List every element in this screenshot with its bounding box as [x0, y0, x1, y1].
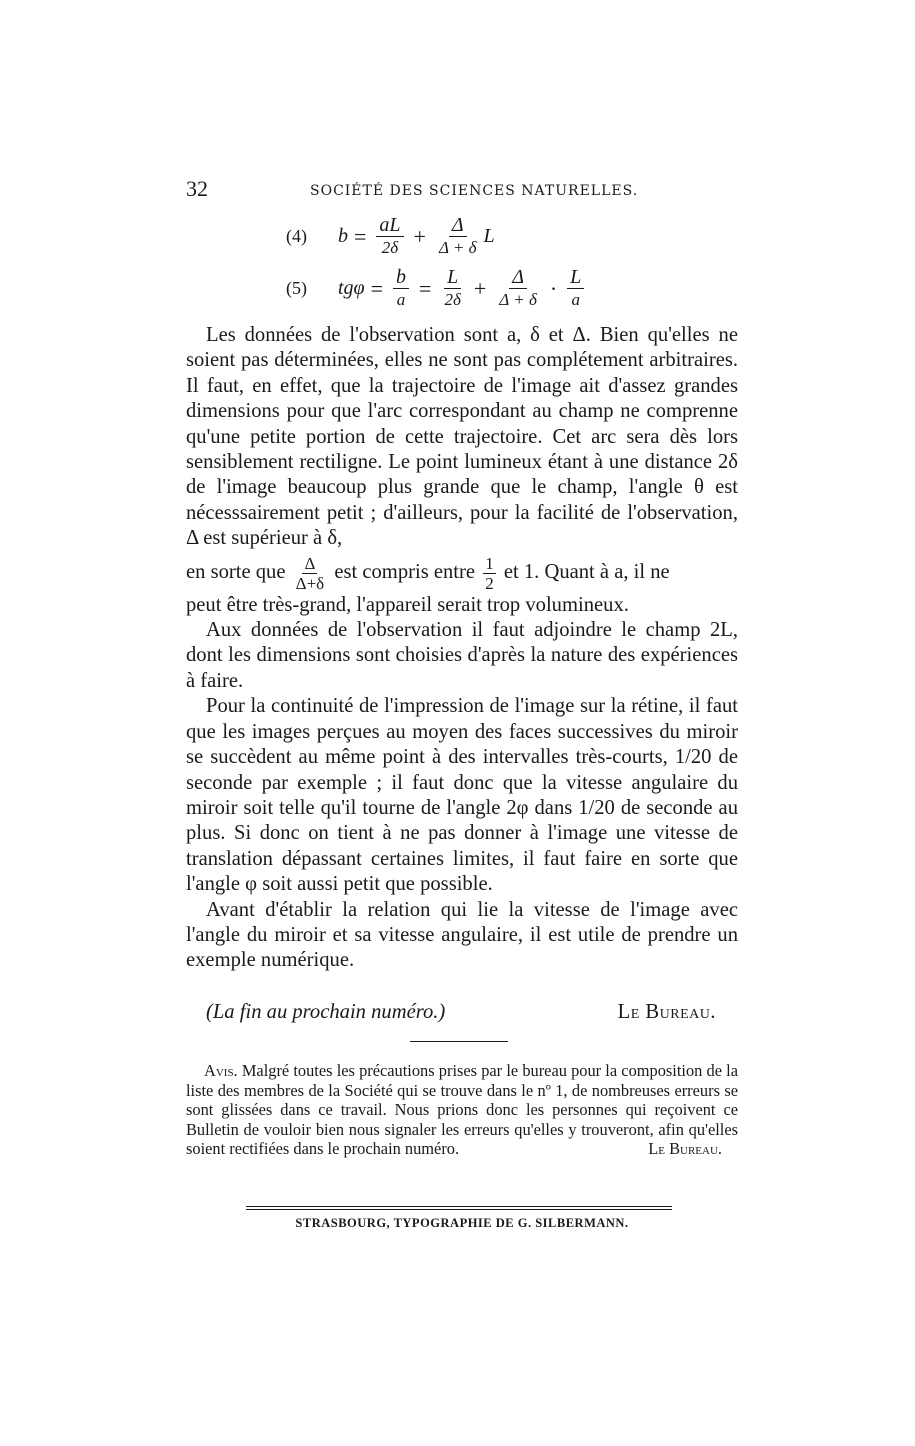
denominator: Δ+δ — [295, 573, 325, 593]
eq-lhs: b — [338, 225, 348, 247]
continuation-note: (La fin au prochain numéro.) — [206, 1001, 446, 1023]
text-run: est compris entre — [334, 560, 476, 583]
text-run: en sorte que — [186, 560, 286, 583]
section-divider — [410, 1041, 508, 1042]
eq-plus: + — [473, 275, 487, 301]
numerator: Δ — [449, 214, 467, 237]
numerator: Δ — [509, 266, 527, 289]
text-run: et 1. Quant à a, il ne — [503, 560, 670, 583]
numerator: Δ — [304, 553, 316, 573]
eq-tail: L — [483, 225, 495, 247]
numerator: L — [567, 266, 584, 289]
numerator: b — [393, 266, 409, 289]
notice-text: Malgré toutes les précautions prises par le bureau pour la composition de la liste des membres de la Société qui se trouve dans le nº 1, de nombreuses erreurs se sont glissées dans ce travail. Nous prions donc les personnes qui reçoivent ce Bulletin de vouloir bien nous signaler les erreurs qu'elles y trouveront, afin qu'elles soient rectifiées dans le prochain numéro. — [186, 1061, 738, 1158]
denominator: Δ + δ — [499, 290, 537, 309]
eq-equals: = — [419, 275, 432, 301]
numerator: L — [444, 266, 461, 289]
fraction — [496, 266, 540, 311]
numerator: 1 — [485, 553, 494, 573]
eq-lhs: tgφ — [338, 277, 365, 299]
inline-fraction — [483, 554, 496, 593]
fraction — [436, 214, 480, 259]
numerator: aL — [376, 214, 403, 237]
author-signature: Le Bureau. — [617, 1001, 716, 1023]
notice-block — [186, 1061, 738, 1159]
eq-plus: + — [413, 223, 426, 249]
fraction — [567, 266, 584, 311]
equation-number: (5) — [286, 278, 307, 298]
denominator: 2δ — [444, 290, 461, 309]
page-number: 32 — [186, 176, 208, 201]
paragraph: Aux données de l'observation il faut adjoindre le champ 2L, dont les dimensions sont choisies d'après la nature des expériences à faire. — [186, 619, 738, 692]
printer-imprint: STRASBOURG, TYPOGRAPHIE DE G. SILBERMANN. — [295, 1216, 629, 1230]
inline-fraction — [294, 554, 327, 593]
paragraph: Pour la continuité de l'impression de l'image sur la rétine, il faut que les images perçues au moyen des faces successives du miroir se succèdent au même point à des intervalles très-courts, 1/20 de seconde par exemple ; il faut donc que la vitesse angulaire du miroir soit telle qu'il tourne de l'angle 2φ dans 1/20 de seconde au plus. Si donc on tient à ne pas donner à l'image une vitesse de translation dépassant certaines limites, il faut faire en sorte que l'angle φ soit aussi petit que possible. — [186, 695, 738, 896]
fraction — [441, 266, 463, 311]
equation-4 — [286, 214, 495, 259]
notice-lead: Avis. — [204, 1061, 238, 1080]
footer-rule-top — [246, 1206, 672, 1207]
denominator: Δ + δ — [438, 238, 477, 257]
paragraph: Les données de l'observation sont a, δ et Δ. Bien qu'elles ne soient pas déterminées, elles ne sont pas complétement arbitraires. Il faut, en effet, que la trajectoire de l'image ait d'assez grandes dimensions pour que l'arc correspondant au champ ne comprenne qu'une petite portion de cette trajectoire. Cet arc sera dès lors sensiblement rectiligne. Le point lumineux étant à une distance 2δ de l'image beaucoup plus grande que le champ, l'angle θ est nécesssairement petit ; d'ailleurs, pour la facilité de l'observation, Δ est supérieur à δ, — [186, 324, 738, 550]
eq-equals: = — [370, 275, 384, 301]
body-text — [186, 323, 738, 974]
running-head — [186, 176, 736, 204]
journal-title: SOCIÉTÉ DES SCIENCES NATURELLES. — [310, 183, 639, 199]
notice-signature: Le Bureau. — [648, 1139, 722, 1158]
closing-row — [206, 1001, 716, 1024]
paragraph-line-with-fractions — [186, 554, 738, 593]
denominator: 2 — [485, 573, 494, 593]
eq-equals: = — [354, 223, 367, 249]
footer-rule-bottom — [246, 1209, 672, 1210]
denominator: 2δ — [381, 238, 399, 257]
paragraph: Avant d'établir la relation qui lie la vitesse de l'image avec l'angle du miroir et sa vitesse angulaire, il est utile de prendre un exemple numérique. — [186, 898, 738, 972]
paragraph-line: peut être très-grand, l'appareil serait trop volumineux. — [186, 593, 629, 616]
fraction — [393, 266, 409, 311]
equation-number: (4) — [286, 226, 307, 246]
denominator: a — [571, 290, 580, 309]
eq-dot: · — [549, 275, 558, 301]
fraction — [376, 214, 403, 259]
equation-5 — [286, 266, 588, 311]
denominator: a — [396, 290, 406, 309]
